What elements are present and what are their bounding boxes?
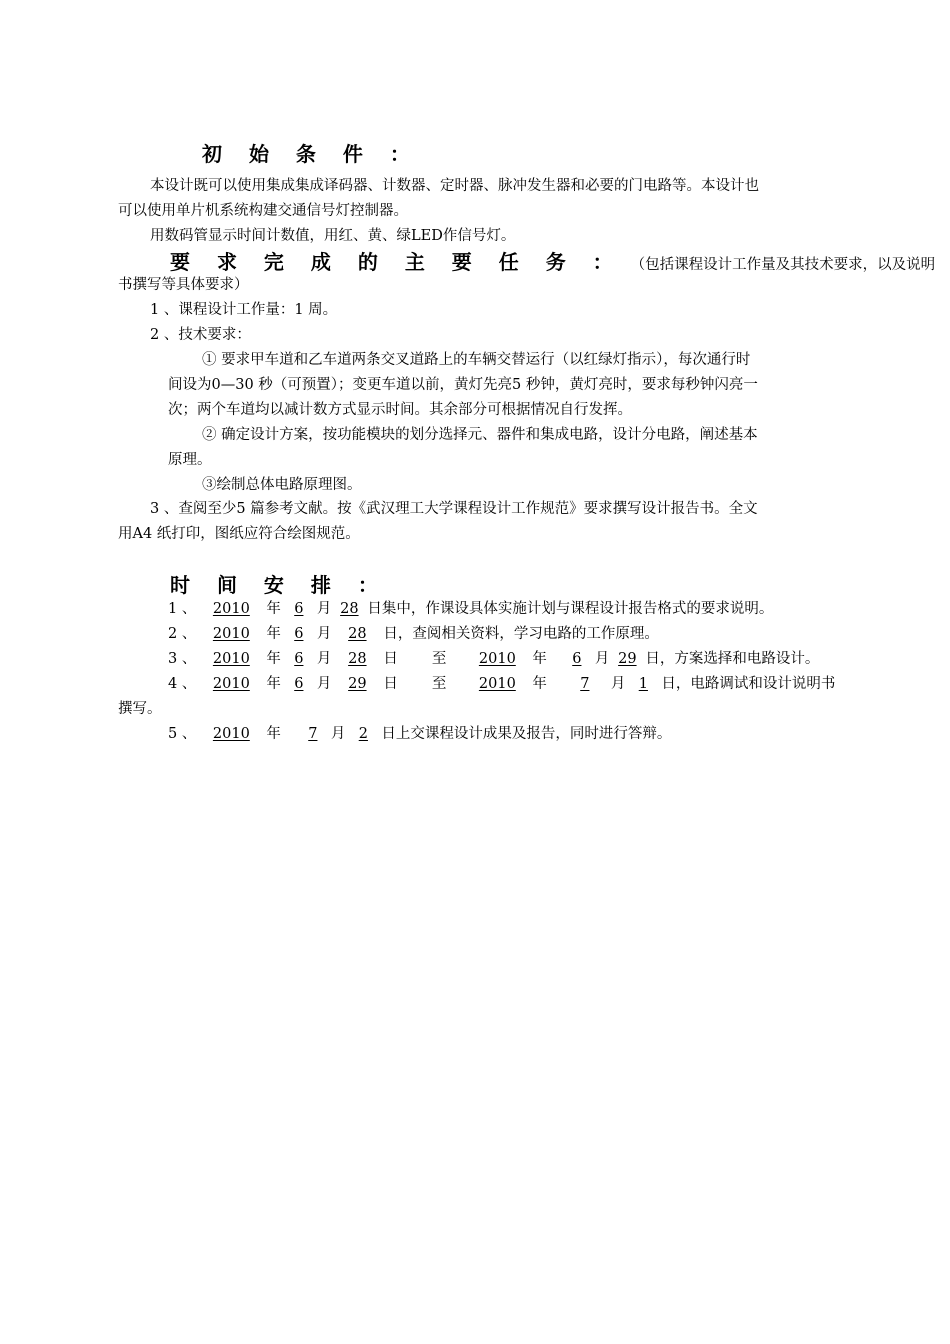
schedule-month: 6 xyxy=(294,601,304,617)
schedule-year: 2010 xyxy=(478,651,516,667)
schedule-row-3 xyxy=(168,649,819,669)
month-label: 月 xyxy=(316,626,332,642)
schedule-month: 6 xyxy=(294,676,304,692)
day-label: 日 xyxy=(383,651,398,667)
to-label: 至 xyxy=(431,651,447,667)
month-label: 月 xyxy=(610,676,626,692)
task-item-1: 1 、课程设计工作量：1 周。 xyxy=(150,302,338,318)
schedule-row-text: 日，查阅相关资料，学习电路的工作原理。 xyxy=(383,626,659,642)
main-tasks-heading-text: 要 求 完 成 的 主 要 任 务 ： xyxy=(170,250,623,274)
schedule-heading: 时 间 安 排 ： xyxy=(170,573,388,597)
month-label: 月 xyxy=(316,601,332,617)
schedule-day: 1 xyxy=(638,676,648,692)
year-label: 年 xyxy=(266,601,281,617)
schedule-day: 29 xyxy=(618,651,637,667)
task-sub2-line1: ② 确定设计方案，按功能模块的划分选择元、器件和集成电路，设计分电路，阐述基本 xyxy=(202,427,758,443)
schedule-row-text: 日集中，作课设具体实施计划与课程设计报告格式的要求说明。 xyxy=(367,601,774,617)
schedule-month: 6 xyxy=(294,651,304,667)
year-label: 年 xyxy=(266,676,281,692)
schedule-row-num: 1 、 xyxy=(168,601,197,617)
task-sub1-line3: 次；两个车道均以减计数方式显示时间。其余部分可根据情况自行发挥。 xyxy=(168,402,632,418)
schedule-year: 2010 xyxy=(212,651,250,667)
schedule-row-1 xyxy=(168,599,773,619)
schedule-year: 2010 xyxy=(212,626,250,642)
task-sub3: ③绘制总体电路原理图。 xyxy=(202,477,362,493)
schedule-day: 28 xyxy=(340,601,359,617)
year-label: 年 xyxy=(532,651,547,667)
to-label: 至 xyxy=(431,676,447,692)
schedule-day: 28 xyxy=(348,651,367,667)
initial-conditions-p1-line2: 可以使用单片机系统构建交通信号灯控制器。 xyxy=(118,203,408,219)
main-tasks-note-line1: （包括课程设计工作量及其技术要求，以及说明 xyxy=(630,257,936,273)
schedule-row-text: 日，方案选择和电路设计。 xyxy=(645,651,820,667)
schedule-row-text: 日上交课程设计成果及报告，同时进行答辩。 xyxy=(381,726,672,742)
month-label: 月 xyxy=(330,726,346,742)
schedule-month: 6 xyxy=(572,651,582,667)
schedule-year: 2010 xyxy=(212,676,250,692)
year-label: 年 xyxy=(532,676,547,692)
initial-conditions-p2: 用数码管显示时间计数值，用红、黄、绿LED作信号灯。 xyxy=(150,228,516,244)
schedule-day: 2 xyxy=(358,726,368,742)
schedule-row-num: 3 、 xyxy=(168,651,197,667)
main-tasks-heading xyxy=(170,249,935,278)
task-sub1-line1: ① 要求甲车道和乙车道两条交叉道路上的车辆交替运行（以红绿灯指示），每次通行时 xyxy=(202,352,751,368)
month-label: 月 xyxy=(594,651,610,667)
initial-conditions-heading: 初 始 条 件 ： xyxy=(202,142,420,166)
schedule-day: 28 xyxy=(348,626,367,642)
schedule-day: 29 xyxy=(348,676,367,692)
schedule-month: 7 xyxy=(308,726,318,742)
schedule-row-5 xyxy=(168,724,671,744)
month-label: 月 xyxy=(316,651,332,667)
schedule-row-num: 5 、 xyxy=(168,726,197,742)
year-label: 年 xyxy=(266,726,281,742)
task-item-3-line2: 用A4 纸打印，图纸应符合绘图规范。 xyxy=(118,526,360,542)
month-label: 月 xyxy=(316,676,332,692)
main-tasks-note-line2: 书撰写等具体要求） xyxy=(118,277,249,293)
initial-conditions-p1-line1: 本设计既可以使用集成集成译码器、计数器、定时器、脉冲发生器和必要的门电路等。本设计也 xyxy=(150,178,759,194)
task-item-2: 2 、技术要求： xyxy=(150,327,251,343)
schedule-row-4 xyxy=(168,674,835,694)
schedule-row-2 xyxy=(168,624,659,644)
schedule-row-text: 日，电路调试和设计说明书 xyxy=(661,676,836,692)
year-label: 年 xyxy=(266,651,281,667)
schedule-month: 7 xyxy=(580,676,590,692)
task-sub2-line2: 原理。 xyxy=(168,452,212,468)
schedule-month: 6 xyxy=(294,626,304,642)
schedule-row-num: 2 、 xyxy=(168,626,197,642)
schedule-row-num: 4 、 xyxy=(168,676,197,692)
schedule-year: 2010 xyxy=(212,601,250,617)
day-label: 日 xyxy=(383,676,398,692)
year-label: 年 xyxy=(266,626,281,642)
task-sub1-line2: 间设为0—30 秒（可预置）；变更车道以前，黄灯先亮5 秒钟，黄灯亮时，要求每秒钟闪亮一 xyxy=(168,377,758,393)
schedule-row-4-cont: 撰写。 xyxy=(118,701,162,717)
schedule-year: 2010 xyxy=(478,676,516,692)
schedule-year: 2010 xyxy=(212,726,250,742)
task-item-3-line1: 3 、查阅至少5 篇参考文献。按《武汉理工大学课程设计工作规范》要求撰写设计报告书。全文 xyxy=(150,501,758,517)
